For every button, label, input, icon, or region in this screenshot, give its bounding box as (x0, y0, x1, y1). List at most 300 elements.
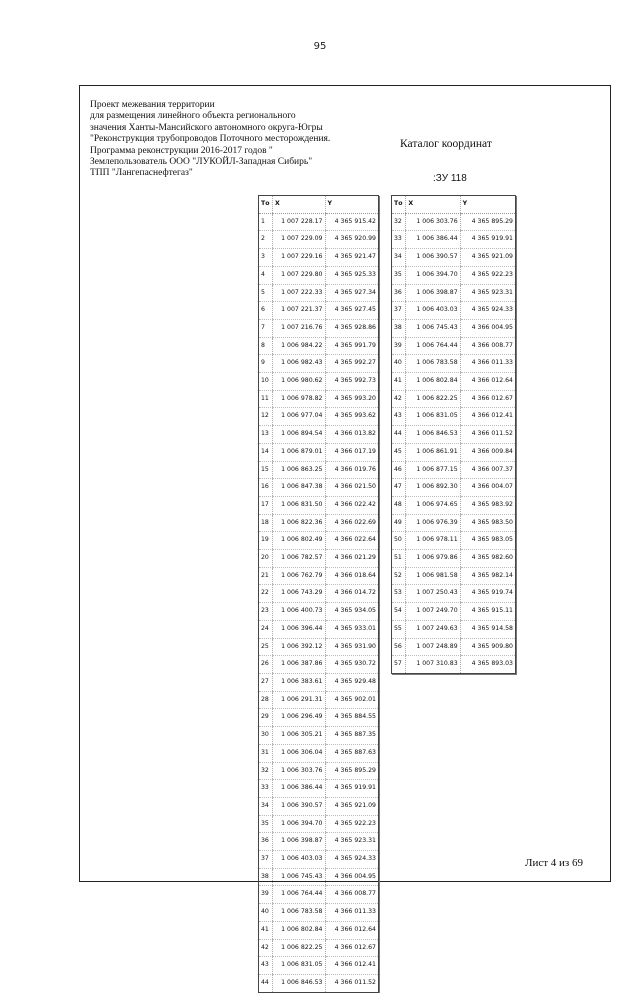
catalog-title: Каталог координат (400, 138, 492, 150)
y-coordinate-cell: 4 365 915.11 (460, 603, 515, 621)
x-coordinate-cell: 1 006 892.30 (406, 479, 460, 497)
point-number-cell: 10 (259, 373, 273, 391)
y-coordinate-cell: 4 365 922.23 (325, 815, 379, 833)
y-coordinate-cell: 4 365 909.80 (460, 638, 515, 656)
y-coordinate-cell: 4 366 011.52 (325, 974, 379, 992)
y-coordinate-cell: 4 366 013.82 (325, 426, 379, 444)
table-row (392, 319, 516, 337)
table-row (392, 585, 516, 603)
table-row (259, 390, 379, 408)
y-coordinate-cell: 4 365 919.74 (460, 585, 515, 603)
point-number-cell: 51 (392, 550, 406, 568)
x-coordinate-cell: 1 007 249.63 (406, 620, 460, 638)
x-coordinate-cell: 1 006 386.44 (272, 780, 325, 798)
table-row (259, 302, 379, 320)
y-coordinate-cell: 4 365 982.60 (460, 550, 515, 568)
point-number-cell: 8 (259, 337, 273, 355)
x-coordinate-cell: 1 006 764.44 (272, 886, 325, 904)
y-header: Y (460, 196, 515, 214)
x-coordinate-cell: 1 006 831.50 (272, 496, 325, 514)
table-row (259, 373, 379, 391)
table-row (392, 408, 516, 426)
point-number-cell: 40 (259, 904, 273, 922)
y-coordinate-cell: 4 365 992.73 (325, 373, 379, 391)
point-number-cell: 46 (392, 461, 406, 479)
x-coordinate-cell: 1 006 879.01 (272, 443, 325, 461)
point-number-cell: 5 (259, 284, 273, 302)
y-coordinate-cell: 4 366 012.64 (460, 373, 515, 391)
y-coordinate-cell: 4 365 921.47 (325, 249, 379, 267)
point-number-cell: 19 (259, 532, 273, 550)
x-coordinate-cell: 1 006 783.58 (272, 904, 325, 922)
x-coordinate-cell: 1 006 822.36 (272, 514, 325, 532)
point-number-header: То (259, 196, 273, 214)
point-number-cell: 30 (259, 727, 273, 745)
x-coordinate-cell: 1 006 390.57 (406, 249, 460, 267)
table-row (259, 213, 379, 231)
table-row (259, 337, 379, 355)
table-row (259, 620, 379, 638)
x-coordinate-cell: 1 006 291.31 (272, 691, 325, 709)
y-coordinate-cell: 4 366 014.72 (325, 585, 379, 603)
point-number-cell: 38 (392, 319, 406, 337)
y-coordinate-cell: 4 366 004.95 (325, 868, 379, 886)
point-number-cell: 41 (259, 921, 273, 939)
table-row (259, 585, 379, 603)
y-coordinate-cell: 4 365 887.35 (325, 727, 379, 745)
x-coordinate-cell: 1 006 383.61 (272, 673, 325, 691)
point-number-cell: 47 (392, 479, 406, 497)
y-coordinate-cell: 4 366 021.50 (325, 479, 379, 497)
table-row (259, 355, 379, 373)
table-row (259, 249, 379, 267)
x-coordinate-cell: 1 006 398.87 (272, 833, 325, 851)
x-coordinate-cell: 1 006 386.44 (406, 231, 460, 249)
y-coordinate-cell: 4 365 930.72 (325, 656, 379, 674)
point-number-cell: 50 (392, 532, 406, 550)
point-number-cell: 35 (392, 266, 406, 284)
x-coordinate-cell: 1 006 394.70 (272, 815, 325, 833)
x-coordinate-cell: 1 007 221.37 (272, 302, 325, 320)
table-row (259, 231, 379, 249)
x-coordinate-cell: 1 007 216.76 (272, 319, 325, 337)
x-coordinate-cell: 1 007 229.16 (272, 249, 325, 267)
point-number-cell: 44 (392, 426, 406, 444)
table-row (392, 514, 516, 532)
x-coordinate-cell: 1 006 847.38 (272, 479, 325, 497)
table-row (392, 284, 516, 302)
x-coordinate-cell: 1 006 403.03 (272, 851, 325, 869)
point-number-cell: 44 (259, 974, 273, 992)
table-header-row (392, 196, 516, 214)
table-row (392, 638, 516, 656)
table-row (392, 302, 516, 320)
y-coordinate-cell: 4 365 934.05 (325, 603, 379, 621)
y-coordinate-cell: 4 365 923.31 (325, 833, 379, 851)
point-number-cell: 27 (259, 673, 273, 691)
y-coordinate-cell: 4 365 887.63 (325, 744, 379, 762)
point-number-cell: 23 (259, 603, 273, 621)
x-coordinate-cell: 1 006 398.87 (406, 284, 460, 302)
y-coordinate-cell: 4 366 021.29 (325, 550, 379, 568)
table-row (392, 231, 516, 249)
point-number-cell: 39 (259, 886, 273, 904)
point-number-cell: 57 (392, 656, 406, 674)
y-coordinate-cell: 4 365 927.34 (325, 284, 379, 302)
y-coordinate-cell: 4 365 924.33 (325, 851, 379, 869)
x-coordinate-cell: 1 006 980.62 (272, 373, 325, 391)
header-line: Землепользователь ООО "ЛУКОЙЛ-Западная Сибирь" (90, 157, 313, 168)
y-coordinate-cell: 4 365 921.09 (460, 249, 515, 267)
x-coordinate-cell: 1 006 974.65 (406, 496, 460, 514)
table-row (259, 673, 379, 691)
point-number-cell: 15 (259, 461, 273, 479)
point-number-cell: 49 (392, 514, 406, 532)
point-number-cell: 54 (392, 603, 406, 621)
header-line: Программа реконструкции 2016-2017 годов " (90, 145, 273, 156)
point-number-cell: 9 (259, 355, 273, 373)
table-row (392, 656, 516, 674)
x-coordinate-cell: 1 006 396.44 (272, 620, 325, 638)
x-coordinate-cell: 1 007 222.33 (272, 284, 325, 302)
x-coordinate-cell: 1 007 228.17 (272, 213, 325, 231)
x-coordinate-cell: 1 006 822.25 (272, 939, 325, 957)
point-number-cell: 39 (392, 337, 406, 355)
point-number-cell: 25 (259, 638, 273, 656)
table-row (259, 691, 379, 709)
x-coordinate-cell: 1 006 802.84 (272, 921, 325, 939)
point-number-cell: 17 (259, 496, 273, 514)
y-coordinate-cell: 4 365 923.31 (460, 284, 515, 302)
x-coordinate-cell: 1 006 745.43 (406, 319, 460, 337)
y-coordinate-cell: 4 366 012.67 (460, 390, 515, 408)
x-coordinate-cell: 1 006 981.58 (406, 567, 460, 585)
x-coordinate-cell: 1 006 802.49 (272, 532, 325, 550)
table-row (259, 904, 379, 922)
x-coordinate-cell: 1 006 745.43 (272, 868, 325, 886)
page-number: 95 (313, 41, 327, 52)
point-number-header: То (392, 196, 406, 214)
y-coordinate-cell: 4 366 011.52 (460, 426, 515, 444)
table-row (259, 443, 379, 461)
point-number-cell: 43 (259, 957, 273, 975)
y-coordinate-cell: 4 365 991.79 (325, 337, 379, 355)
coordinates-table-right-body (392, 213, 516, 673)
table-row (259, 638, 379, 656)
y-coordinate-cell: 4 366 012.41 (325, 957, 379, 975)
y-coordinate-cell: 4 366 011.33 (325, 904, 379, 922)
point-number-cell: 52 (392, 567, 406, 585)
table-row (392, 443, 516, 461)
point-number-cell: 6 (259, 302, 273, 320)
table-row (259, 426, 379, 444)
x-header: X (272, 196, 325, 214)
y-coordinate-cell: 4 365 915.42 (325, 213, 379, 231)
table-row (259, 709, 379, 727)
x-coordinate-cell: 1 006 894.54 (272, 426, 325, 444)
point-number-cell: 41 (392, 373, 406, 391)
y-coordinate-cell: 4 366 008.77 (325, 886, 379, 904)
coordinates-table-right (391, 195, 516, 674)
table-row (259, 851, 379, 869)
header-line: ТПП "Лангепаснефтегаз" (90, 168, 193, 179)
x-coordinate-cell: 1 006 394.70 (406, 266, 460, 284)
table-row (259, 284, 379, 302)
y-coordinate-cell: 4 365 992.27 (325, 355, 379, 373)
y-coordinate-cell: 4 366 018.64 (325, 567, 379, 585)
x-coordinate-cell: 1 006 877.15 (406, 461, 460, 479)
header-line: "Реконструкция трубопроводов Поточного месторождения. (90, 134, 331, 145)
point-number-cell: 4 (259, 266, 273, 284)
y-coordinate-cell: 4 365 931.90 (325, 638, 379, 656)
point-number-cell: 28 (259, 691, 273, 709)
y-coordinate-cell: 4 365 993.62 (325, 408, 379, 426)
table-row (392, 496, 516, 514)
y-coordinate-cell: 4 366 012.67 (325, 939, 379, 957)
table-row (392, 337, 516, 355)
x-coordinate-cell: 1 006 861.91 (406, 443, 460, 461)
point-number-cell: 11 (259, 390, 273, 408)
table-row (259, 921, 379, 939)
table-row (392, 426, 516, 444)
x-coordinate-cell: 1 007 249.70 (406, 603, 460, 621)
table-row (259, 868, 379, 886)
x-coordinate-cell: 1 006 978.82 (272, 390, 325, 408)
table-row (259, 744, 379, 762)
x-coordinate-cell: 1 006 303.76 (272, 762, 325, 780)
y-coordinate-cell: 4 365 927.45 (325, 302, 379, 320)
table-row (259, 974, 379, 992)
point-number-cell: 7 (259, 319, 273, 337)
x-coordinate-cell: 1 007 229.80 (272, 266, 325, 284)
x-coordinate-cell: 1 006 846.53 (406, 426, 460, 444)
y-coordinate-cell: 4 365 922.23 (460, 266, 515, 284)
coordinates-table-left (258, 195, 379, 993)
y-coordinate-cell: 4 366 008.77 (460, 337, 515, 355)
x-coordinate-cell: 1 007 229.09 (272, 231, 325, 249)
table-row (259, 514, 379, 532)
point-number-cell: 12 (259, 408, 273, 426)
y-coordinate-cell: 4 365 895.29 (460, 213, 515, 231)
table-row (259, 727, 379, 745)
point-number-cell: 42 (259, 939, 273, 957)
table-row (259, 939, 379, 957)
x-coordinate-cell: 1 006 783.58 (406, 355, 460, 373)
y-coordinate-cell: 4 365 884.55 (325, 709, 379, 727)
x-coordinate-cell: 1 006 984.22 (272, 337, 325, 355)
header-line: Проект межевания территории (90, 100, 215, 110)
y-coordinate-cell: 4 366 011.33 (460, 355, 515, 373)
point-number-cell: 20 (259, 550, 273, 568)
point-number-cell: 43 (392, 408, 406, 426)
table-row (392, 266, 516, 284)
x-header: X (406, 196, 460, 214)
x-coordinate-cell: 1 006 782.57 (272, 550, 325, 568)
table-row (259, 780, 379, 798)
point-number-cell: 1 (259, 213, 273, 231)
point-number-cell: 45 (392, 443, 406, 461)
y-coordinate-cell: 4 366 022.64 (325, 532, 379, 550)
table-row (259, 461, 379, 479)
point-number-cell: 13 (259, 426, 273, 444)
point-number-cell: 36 (392, 284, 406, 302)
point-number-cell: 38 (259, 868, 273, 886)
point-number-cell: 34 (392, 249, 406, 267)
x-coordinate-cell: 1 006 976.39 (406, 514, 460, 532)
y-coordinate-cell: 4 365 928.86 (325, 319, 379, 337)
x-coordinate-cell: 1 006 400.73 (272, 603, 325, 621)
x-coordinate-cell: 1 006 303.76 (406, 213, 460, 231)
y-coordinate-cell: 4 365 893.03 (460, 656, 515, 674)
table-row (259, 479, 379, 497)
point-number-cell: 55 (392, 620, 406, 638)
table-row (392, 213, 516, 231)
y-coordinate-cell: 4 365 921.09 (325, 797, 379, 815)
y-coordinate-cell: 4 365 983.92 (460, 496, 515, 514)
table-row (259, 550, 379, 568)
point-number-cell: 37 (259, 851, 273, 869)
y-coordinate-cell: 4 365 920.99 (325, 231, 379, 249)
y-coordinate-cell: 4 366 022.42 (325, 496, 379, 514)
y-coordinate-cell: 4 365 914.58 (460, 620, 515, 638)
table-row (259, 408, 379, 426)
table-row (259, 496, 379, 514)
x-coordinate-cell: 1 006 977.04 (272, 408, 325, 426)
x-coordinate-cell: 1 006 392.12 (272, 638, 325, 656)
table-row (259, 762, 379, 780)
x-coordinate-cell: 1 006 979.86 (406, 550, 460, 568)
y-coordinate-cell: 4 366 007.37 (460, 461, 515, 479)
point-number-cell: 31 (259, 744, 273, 762)
project-header (90, 100, 380, 180)
point-number-cell: 34 (259, 797, 273, 815)
point-number-cell: 21 (259, 567, 273, 585)
table-row (392, 620, 516, 638)
point-number-cell: 42 (392, 390, 406, 408)
table-row (392, 532, 516, 550)
y-coordinate-cell: 4 365 982.14 (460, 567, 515, 585)
point-number-cell: 35 (259, 815, 273, 833)
x-coordinate-cell: 1 007 310.83 (406, 656, 460, 674)
table-header-row (259, 196, 379, 214)
point-number-cell: 37 (392, 302, 406, 320)
point-number-cell: 14 (259, 443, 273, 461)
point-number-cell: 36 (259, 833, 273, 851)
y-header: Y (325, 196, 379, 214)
y-coordinate-cell: 4 365 983.50 (460, 514, 515, 532)
y-coordinate-cell: 4 365 929.48 (325, 673, 379, 691)
y-coordinate-cell: 4 366 022.69 (325, 514, 379, 532)
point-number-cell: 22 (259, 585, 273, 603)
y-coordinate-cell: 4 365 925.33 (325, 266, 379, 284)
table-row (259, 266, 379, 284)
x-coordinate-cell: 1 006 831.05 (272, 957, 325, 975)
y-coordinate-cell: 4 366 012.64 (325, 921, 379, 939)
table-row (392, 355, 516, 373)
x-coordinate-cell: 1 006 863.25 (272, 461, 325, 479)
point-number-cell: 33 (392, 231, 406, 249)
point-number-cell: 56 (392, 638, 406, 656)
y-coordinate-cell: 4 366 012.41 (460, 408, 515, 426)
y-coordinate-cell: 4 365 919.91 (460, 231, 515, 249)
table-row (392, 373, 516, 391)
x-coordinate-cell: 1 007 250.43 (406, 585, 460, 603)
x-coordinate-cell: 1 007 248.89 (406, 638, 460, 656)
x-coordinate-cell: 1 006 982.43 (272, 355, 325, 373)
x-coordinate-cell: 1 006 390.57 (272, 797, 325, 815)
table-row (392, 390, 516, 408)
y-coordinate-cell: 4 366 019.76 (325, 461, 379, 479)
header-line: значения Ханты-Мансийского автономного округа-Югры (90, 122, 323, 133)
sheet-number: Лист 4 из 69 (525, 857, 584, 869)
table-row (259, 797, 379, 815)
point-number-cell: 26 (259, 656, 273, 674)
point-number-cell: 18 (259, 514, 273, 532)
x-coordinate-cell: 1 006 764.44 (406, 337, 460, 355)
x-coordinate-cell: 1 006 306.04 (272, 744, 325, 762)
point-number-cell: 33 (259, 780, 273, 798)
y-coordinate-cell: 4 365 933.01 (325, 620, 379, 638)
table-row (259, 815, 379, 833)
land-plot-label: :ЗУ 118 (433, 173, 467, 184)
header-line: для размещения линейного объекта регионального (90, 111, 296, 122)
y-coordinate-cell: 4 366 004.95 (460, 319, 515, 337)
table-row (259, 532, 379, 550)
point-number-cell: 32 (392, 213, 406, 231)
x-coordinate-cell: 1 006 762.79 (272, 567, 325, 585)
y-coordinate-cell: 4 365 919.91 (325, 780, 379, 798)
table-row (259, 567, 379, 585)
x-coordinate-cell: 1 006 802.84 (406, 373, 460, 391)
point-number-cell: 3 (259, 249, 273, 267)
point-number-cell: 2 (259, 231, 273, 249)
x-coordinate-cell: 1 006 387.86 (272, 656, 325, 674)
x-coordinate-cell: 1 006 822.25 (406, 390, 460, 408)
x-coordinate-cell: 1 006 743.29 (272, 585, 325, 603)
table-row (259, 886, 379, 904)
table-row (392, 550, 516, 568)
table-row (392, 461, 516, 479)
table-row (392, 603, 516, 621)
table-row (392, 249, 516, 267)
point-number-cell: 16 (259, 479, 273, 497)
coordinates-table-left-body (259, 213, 379, 992)
x-coordinate-cell: 1 006 846.53 (272, 974, 325, 992)
table-row (259, 656, 379, 674)
y-coordinate-cell: 4 365 895.29 (325, 762, 379, 780)
x-coordinate-cell: 1 006 305.21 (272, 727, 325, 745)
table-row (259, 957, 379, 975)
point-number-cell: 24 (259, 620, 273, 638)
point-number-cell: 48 (392, 496, 406, 514)
y-coordinate-cell: 4 365 902.01 (325, 691, 379, 709)
y-coordinate-cell: 4 365 993.20 (325, 390, 379, 408)
table-row (259, 833, 379, 851)
table-row (392, 479, 516, 497)
point-number-cell: 53 (392, 585, 406, 603)
table-row (392, 567, 516, 585)
y-coordinate-cell: 4 365 924.33 (460, 302, 515, 320)
x-coordinate-cell: 1 006 978.11 (406, 532, 460, 550)
point-number-cell: 40 (392, 355, 406, 373)
table-row (259, 603, 379, 621)
table-row (259, 319, 379, 337)
y-coordinate-cell: 4 366 009.84 (460, 443, 515, 461)
x-coordinate-cell: 1 006 296.49 (272, 709, 325, 727)
y-coordinate-cell: 4 365 983.05 (460, 532, 515, 550)
x-coordinate-cell: 1 006 403.03 (406, 302, 460, 320)
y-coordinate-cell: 4 366 004.07 (460, 479, 515, 497)
